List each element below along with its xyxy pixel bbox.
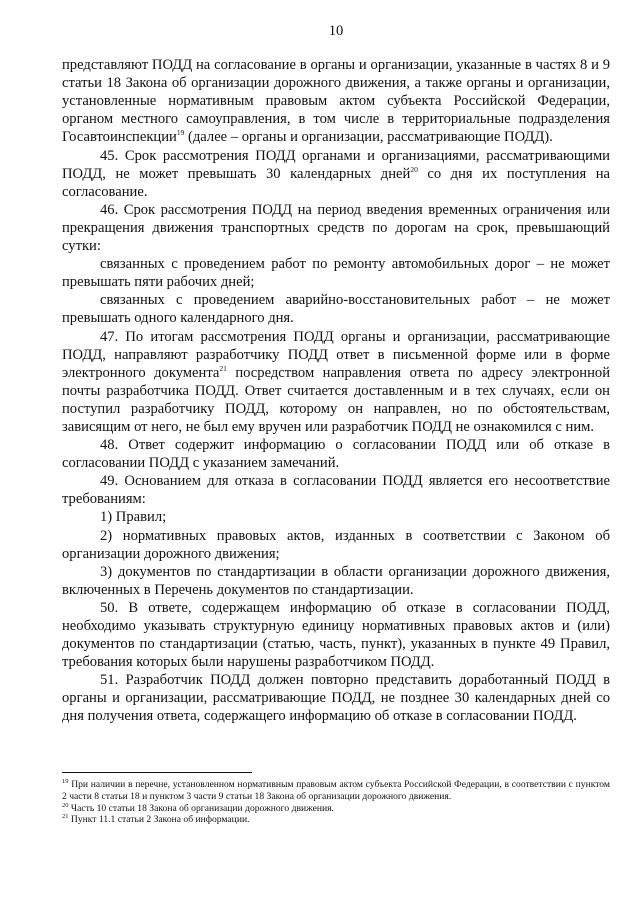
paragraph-46-item-repair: связанных с проведением работ по ремонту автомобильных дорог – не может превышать пяти рабочих дней; (62, 256, 610, 291)
paragraph-45: 45. Срок рассмотрения ПОДД органами и организациями, рассматривающими ПОДД, не может превышать 30 календарных дней$^{20}$ со дня их поступления на согласование. (62, 147, 610, 200)
footnote-20: $^{20}$ Часть 10 статьи 18 Закона об организации дорожного движения. (62, 801, 334, 814)
paragraph-47: 47. По итогам рассмотрения ПОДД органы и организации, рассматривающие ПОДД, направляют разработчику ПОДД ответ в письменной форме или в форме электронного документа$^{21}$ посредством направления ответа по адресу электронной почты разработчика ПОДД. Ответ считается доставленным и в тех случаях, если он поступил разработчику ПОДД, которому он направлен, но по обстоятельствам, зависящим от него, не был ему вручен или разработчик ПОДД не ознакомился с ним. (62, 328, 610, 435)
paragraph-48: 48. Ответ содержит информацию о согласовании ПОДД или об отказе в согласовании ПОДД с указанием замечаний. (62, 437, 610, 472)
paragraph-49-item-2: 2) нормативных правовых актов, изданных в соответствии с Законом об организации дорожного движения; (62, 527, 610, 562)
footnotes (62, 772, 610, 826)
paragraph-49-item-1: 1) Правил; (100, 509, 167, 526)
paragraph-44-continuation: представляют ПОДД на согласование в органы и организации, указанные в частях 8 и 9 статьи 18 Закона об организации дорожного движения, а также органы и организации, установленные нормативным правовым актом субъекта Российской Федерации, органом местного самоуправления, в том числе в территориальные подразделения Госавтоинспекции$^{19}$ (далее – органы и организации, рассматривающие ПОДД). (62, 57, 610, 146)
footnote-21: $^{21}$ Пункт 11.1 статьи 2 Закона об информации. (62, 813, 250, 826)
paragraph-49-item-3: 3) документов по стандартизации в области организации дорожного движения, включенных в Перечень документов по стандартизации. (62, 563, 610, 598)
footnote-ref-20[interactable]: 20 (410, 164, 418, 174)
page-number: 10 (328, 23, 344, 39)
footnote-ref-21[interactable]: 21 (219, 363, 227, 373)
paragraph-49: 49. Основанием для отказа в согласовании ПОДД является его несоответствие требованиям: (62, 473, 610, 508)
paragraph-50: 50. В ответе, содержащем информацию об отказе в согласовании ПОДД, необходимо указывать структурную единицу нормативных правовых актов и (или) документов по стандартизации (статью, часть, пункт), указанных в пункте 49 Правил, требования которых были нарушены разработчиком ПОДД. (62, 599, 610, 671)
footnote-divider (62, 772, 252, 773)
paragraph-46: 46. Срок рассмотрения ПОДД на период введения временных ограничения или прекращения движения транспортных средств по дорогам на срок, превышающий сутки: (62, 201, 610, 255)
footnote-19: $^{19}$ При наличии в перечне, установленном нормативным правовым актом субъекта Российской Федерации, в соответствии с пунктом 2 части 8 статьи 18 и пунктом 3 части 9 статьи 18 Закона об организации дорожного движения. (62, 777, 610, 802)
paragraph-51: 51. Разработчик ПОДД должен повторно представить доработанный ПОДД в органы и организации, рассматривающие ПОДД, не позднее 30 календарных дней со дня получения ответа, содержащего информацию об отказе в согласовании ПОДД. (62, 672, 610, 725)
footnote-ref-19[interactable]: 19 (176, 128, 185, 138)
paragraph-46-item-emergency: связанных с проведением аварийно-восстановительных работ – не может превышать одного календарного дня. (62, 292, 610, 327)
